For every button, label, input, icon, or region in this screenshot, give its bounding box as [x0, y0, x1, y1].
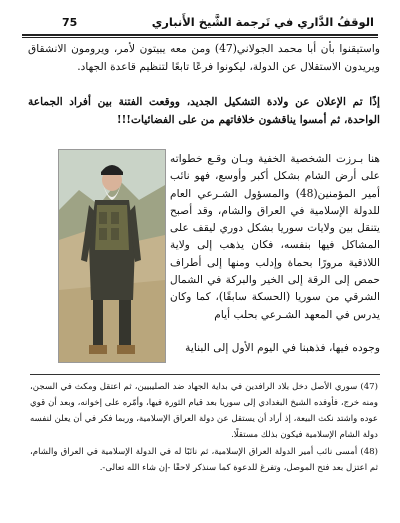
portrait-photo	[58, 149, 166, 363]
paragraph-1: واستيقنوا بأن أبا محمد الجولاني(47) ومن معه يبيتون لأمر، ويرومون الانشقاق ويريدون الاستقلال عن الدولة، ليكونوا فرعًا تابعًا لتنظيم قاعدة الجهاد.	[28, 42, 381, 73]
photo-pouch-1	[99, 212, 107, 224]
paragraph-2: إذًا تم الإعلان عن ولادة التشكيل الجديد، ووقعت الفتنة بين أفراد الجماعة الواحدة، ثم أمسوا يناقشون خلافاتهم من على الفضائيات!!!	[28, 95, 380, 126]
photo-pouch-2	[111, 212, 119, 224]
page-number: 75	[62, 16, 78, 29]
footnote-separator	[30, 374, 380, 375]
footnote-47: (47) سوري الأصل دخل بلاد الرافدين في بداية الجهاد ضد الصليبيين، ثم اعتقل ومكث في السجن، ومنه خرج، فأوفده الشيخ البغدادي إلى سوريا بعد قيام الثورة فيها، وأمّره على إخوانه، وبعد أن قوي عوده واشتد نكث البيعة، إذ أراد أن يستقل عن دولة العراق الإسلامية، وربما فكر في أن يعلن لنفسه دولة الشام الإسلامية فيكون بذلك مستقلًا.	[30, 382, 378, 440]
paragraph-3: هنا بـرزت الشخصية الخفية وبـان وقـع خطواته على أرض الشام بشكل أكبر وأوسع، فهو نائب أمير المؤمنين(48) والمسؤول الشـرعي العام للدولة الإسلامية في العراق والشام، وقد أصبح يتنقل بين ولايات سوريا بشكل دوري ليقف على المشاكل فيها بنفسه، فكان يذهب إلى ولاية اللاذقية مرورًا بحماة وإدلب ومنها إلى أطراف حمص إلى الرقة إلى الخير والبركة في الشمال الشرقي من سوريا (الحسكة سابقًا)، كما وكان يدرس في المعهد الشـرعي بحلب أيام	[170, 152, 380, 321]
photo-pouch-4	[111, 228, 119, 240]
portrait-illustration	[59, 150, 165, 362]
footnote-48: (48) أمسى نائب أمير الدولة العراق الإسلامية، ثم نائبًا له في الدولة الإسلامية في العراق والشام، ثم اعتزل بعد فتح الموصل، وتفرغ للدعوة كما سنذكر لاحقًا -إن شاء الله تعالى-.	[30, 447, 378, 473]
page-header	[22, 13, 378, 33]
header-rule-thin	[22, 37, 378, 38]
paragraph-3-end: وجوده فيها، فذهبنا في اليوم الأول إلى البناية	[185, 341, 380, 354]
photo-vest	[95, 205, 129, 250]
running-title: الوقفُ الدَّاري في تَرجمة الشَّيخ الأَنباري	[151, 15, 374, 29]
photo-pouch-3	[99, 228, 107, 240]
header-rule	[22, 34, 378, 36]
